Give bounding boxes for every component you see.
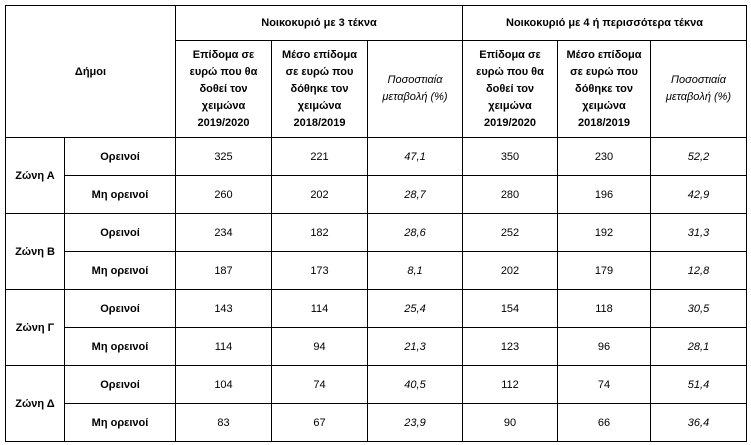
table-row bbox=[6, 366, 747, 404]
g1-avg-subsidy-2018-2019-header: Μέσο επίδομα σε ευρώ που δόθηκε τον χειμώνα 2018/2019 bbox=[272, 41, 368, 138]
g2-pct-change: 31,3 bbox=[651, 214, 747, 252]
table-row bbox=[6, 290, 747, 328]
municipality-type: Ορεινοί bbox=[65, 214, 176, 252]
g2-pct-change: 12,8 bbox=[651, 252, 747, 290]
table-row bbox=[6, 404, 747, 442]
g1-avg-subsidy-2018-2019: 173 bbox=[272, 252, 368, 290]
g1-pct-change: 28,6 bbox=[368, 214, 463, 252]
municipality-type: Μη ορεινοί bbox=[65, 176, 176, 214]
municipality-type: Μη ορεινοί bbox=[65, 328, 176, 366]
zone-name: Ζώνη Α bbox=[6, 138, 65, 214]
zone-name: Ζώνη Δ bbox=[6, 366, 65, 442]
g2-subsidy-2019-2020-header: Επίδομα σε ευρώ που θα δοθεί τον χειμώνα 2019/2020 bbox=[463, 41, 558, 138]
g2-avg-subsidy-2018-2019: 66 bbox=[558, 404, 651, 442]
g1-pct-change: 47,1 bbox=[368, 138, 463, 176]
g1-avg-subsidy-2018-2019: 202 bbox=[272, 176, 368, 214]
municipality-type: Ορεινοί bbox=[65, 138, 176, 176]
group1-header: Νοικοκυριό με 3 τέκνα bbox=[176, 6, 463, 41]
g1-subsidy-2019-2020: 83 bbox=[176, 404, 272, 442]
g1-subsidy-2019-2020: 104 bbox=[176, 366, 272, 404]
g2-pct-change: 36,4 bbox=[651, 404, 747, 442]
heating-subsidy-table bbox=[5, 5, 747, 442]
zone-name: Ζώνη Β bbox=[6, 214, 65, 290]
g2-subsidy-2019-2020: 202 bbox=[463, 252, 558, 290]
g2-pct-change: 28,1 bbox=[651, 328, 747, 366]
g1-avg-subsidy-2018-2019: 182 bbox=[272, 214, 368, 252]
g2-subsidy-2019-2020: 350 bbox=[463, 138, 558, 176]
g2-avg-subsidy-2018-2019: 196 bbox=[558, 176, 651, 214]
g2-avg-subsidy-2018-2019: 96 bbox=[558, 328, 651, 366]
municipality-type: Μη ορεινοί bbox=[65, 404, 176, 442]
g2-subsidy-2019-2020: 90 bbox=[463, 404, 558, 442]
g1-pct-change: 28,7 bbox=[368, 176, 463, 214]
zone-name: Ζώνη Γ bbox=[6, 290, 65, 366]
g1-pct-change: 21,3 bbox=[368, 328, 463, 366]
table-body bbox=[6, 138, 747, 442]
g2-avg-subsidy-2018-2019: 74 bbox=[558, 366, 651, 404]
g2-pct-change: 42,9 bbox=[651, 176, 747, 214]
g2-pct-change: 51,4 bbox=[651, 366, 747, 404]
g1-pct-change: 40,5 bbox=[368, 366, 463, 404]
g1-subsidy-2019-2020: 143 bbox=[176, 290, 272, 328]
g1-pct-change: 8,1 bbox=[368, 252, 463, 290]
g1-subsidy-2019-2020: 260 bbox=[176, 176, 272, 214]
g1-avg-subsidy-2018-2019: 114 bbox=[272, 290, 368, 328]
table-row bbox=[6, 214, 747, 252]
g1-subsidy-2019-2020: 114 bbox=[176, 328, 272, 366]
municipality-type: Μη ορεινοί bbox=[65, 252, 176, 290]
g2-avg-subsidy-2018-2019-header: Μέσο επίδομα σε ευρώ που δόθηκε τον χειμώνα 2018/2019 bbox=[558, 41, 651, 138]
g2-avg-subsidy-2018-2019: 230 bbox=[558, 138, 651, 176]
g1-subsidy-2019-2020-header: Επίδομα σε ευρώ που θα δοθεί τον χειμώνα 2019/2020 bbox=[176, 41, 272, 138]
g2-pct-change: 30,5 bbox=[651, 290, 747, 328]
g2-subsidy-2019-2020: 123 bbox=[463, 328, 558, 366]
municipality-type: Ορεινοί bbox=[65, 290, 176, 328]
g2-avg-subsidy-2018-2019: 118 bbox=[558, 290, 651, 328]
g1-avg-subsidy-2018-2019: 74 bbox=[272, 366, 368, 404]
g2-avg-subsidy-2018-2019: 179 bbox=[558, 252, 651, 290]
table-row bbox=[6, 252, 747, 290]
municipality-type: Ορεινοί bbox=[65, 366, 176, 404]
g1-avg-subsidy-2018-2019: 221 bbox=[272, 138, 368, 176]
g1-avg-subsidy-2018-2019: 94 bbox=[272, 328, 368, 366]
g2-subsidy-2019-2020: 112 bbox=[463, 366, 558, 404]
g1-pct-change-header: Ποσοστιαία μεταβολή (%) bbox=[368, 41, 463, 138]
g2-subsidy-2019-2020: 154 bbox=[463, 290, 558, 328]
g2-pct-change: 52,2 bbox=[651, 138, 747, 176]
g2-subsidy-2019-2020: 280 bbox=[463, 176, 558, 214]
table-row bbox=[6, 328, 747, 366]
g2-pct-change-header: Ποσοστιαία μεταβολή (%) bbox=[651, 41, 747, 138]
g1-pct-change: 23,9 bbox=[368, 404, 463, 442]
municipalities-header: Δήμοι bbox=[6, 6, 176, 138]
group2-header: Νοικοκυριό με 4 ή περισσότερα τέκνα bbox=[463, 6, 747, 41]
g1-subsidy-2019-2020: 234 bbox=[176, 214, 272, 252]
table-row bbox=[6, 138, 747, 176]
table-row bbox=[6, 176, 747, 214]
g2-subsidy-2019-2020: 252 bbox=[463, 214, 558, 252]
g1-avg-subsidy-2018-2019: 67 bbox=[272, 404, 368, 442]
g1-pct-change: 25,4 bbox=[368, 290, 463, 328]
g1-subsidy-2019-2020: 187 bbox=[176, 252, 272, 290]
g1-subsidy-2019-2020: 325 bbox=[176, 138, 272, 176]
g2-avg-subsidy-2018-2019: 192 bbox=[558, 214, 651, 252]
